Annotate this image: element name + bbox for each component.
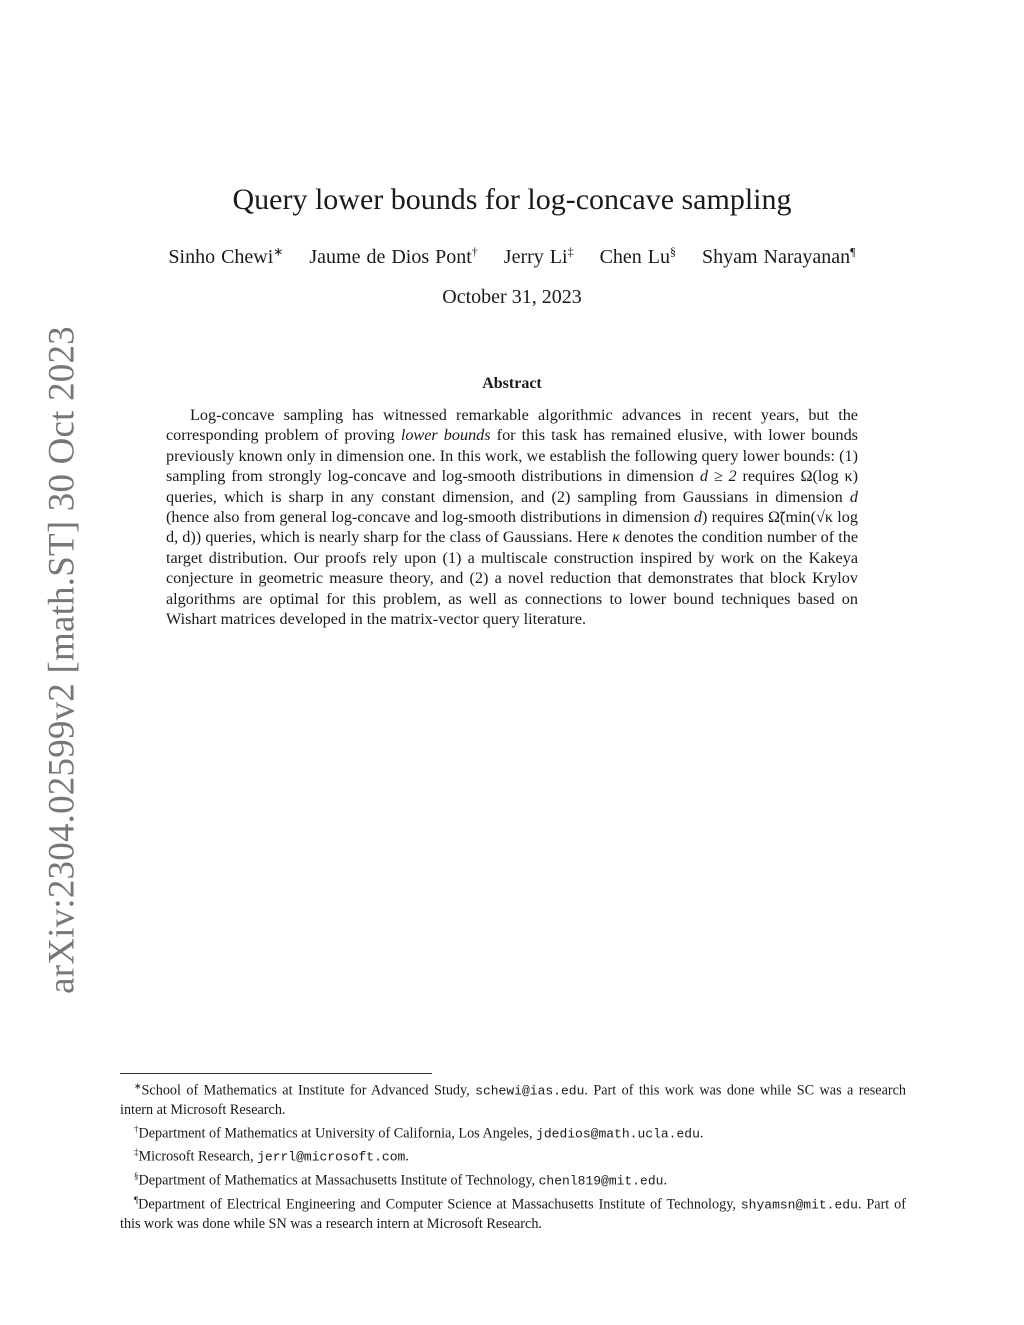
- footnote-1: [120, 1077, 906, 1120]
- author-name: Chen Lu: [599, 245, 670, 268]
- footnote-mark: §: [134, 1171, 139, 1182]
- author-3: [504, 246, 574, 268]
- footnote-text: Department of Electrical Engineering and Computer Science at Massachusetts Institute of Technology,: [138, 1196, 741, 1213]
- paper-date: October 31, 2023: [442, 286, 582, 308]
- footnote-3: [120, 1143, 906, 1167]
- abstract-text: requires: [736, 467, 801, 486]
- email-link[interactable]: schewi@ias.edu: [475, 1083, 585, 1099]
- author-name: Shyam Narayanan: [702, 245, 851, 268]
- footnote-mark[interactable]: ∗: [273, 244, 284, 258]
- footnote-text: .: [699, 1125, 704, 1142]
- footnote-text: Microsoft Research,: [138, 1149, 258, 1166]
- footnote-text: School of Mathematics at Institute for Advanced Study,: [141, 1082, 476, 1099]
- footnote-text: Department of Mathematics at University of California, Los Angeles,: [138, 1125, 537, 1142]
- footnote-text: .: [405, 1149, 409, 1166]
- footnote-mark[interactable]: †: [471, 244, 478, 258]
- abstract-text: for this task has remained elusive, with lower bounds previously known only in dimension one. In this work, we establish the following query lower bounds: (1) sampling from strongly log-concave and log-smooth distributions in dimension: [166, 426, 858, 486]
- author-name: Jerry Li: [503, 245, 568, 268]
- arxiv-side-stamp: arXiv:2304.02599v2 [math.ST] 30 Oct 2023: [41, 326, 83, 994]
- author-4: [600, 246, 676, 268]
- footnote-mark: ‡: [134, 1147, 139, 1158]
- footnote-mark: ¶: [134, 1194, 139, 1205]
- author-list: [0, 244, 1024, 269]
- footnote-divider: [120, 1073, 432, 1074]
- author-name: Jaume de Dios Pont: [309, 245, 472, 268]
- footnote-mark: †: [134, 1123, 139, 1134]
- footnote-text: .: [663, 1172, 667, 1189]
- footnote-5: [120, 1191, 906, 1234]
- math-inline: d ≥ 2: [699, 467, 737, 486]
- email-link[interactable]: chenl819@mit.edu: [538, 1173, 664, 1189]
- abstract-text: denotes the condition number of the target distribution. Our proofs rely upon (1) a multiscale construction inspired by work on the Kakeya conjecture in geometric measure theory, and (2) a novel reduction that demonstrates that block Krylov algorithms are optimal for this problem, as well as connections to lower bound techniques based on Wishart matrices developed in the matrix-vector query literature.: [166, 528, 859, 629]
- math-inline: κ: [612, 528, 621, 547]
- abstract-text: Log-concave sampling has witnessed remarkable algorithmic advances in recent years, but the corresponding problem of proving: [166, 406, 858, 445]
- abstract-heading: Abstract: [482, 375, 542, 392]
- abstract-text: ) requires: [702, 508, 769, 527]
- footnote-mark[interactable]: §: [670, 244, 676, 258]
- author-1: [168, 246, 283, 268]
- paper-title: Query lower bounds for log-concave sampling: [232, 183, 792, 216]
- abstract-text: (hence also from general log-concave and log-smooth distributions in dimension: [166, 508, 694, 527]
- footnote-text: . Part of this work was done while SC was a research intern at Microsoft Research.: [120, 1082, 906, 1118]
- math-inline: Ω̃(min(√κ log d, d)): [166, 508, 858, 547]
- math-inline: d: [693, 508, 703, 527]
- footnote-text: Department of Mathematics at Massachusetts Institute of Technology,: [138, 1172, 539, 1189]
- email-link[interactable]: shyamsn@mit.edu: [740, 1197, 858, 1213]
- math-inline: Ω(log κ): [800, 467, 858, 486]
- footnote-4: [120, 1167, 906, 1191]
- abstract-text: queries, which is nearly sharp for the class of Gaussians. Here: [201, 528, 613, 547]
- math-inline: d: [849, 487, 858, 506]
- footnote-mark[interactable]: ‡: [567, 244, 574, 258]
- author-2: [309, 246, 477, 268]
- footnote-mark[interactable]: ¶: [850, 244, 856, 258]
- abstract-body: [166, 405, 858, 629]
- footnote-2: [120, 1120, 906, 1144]
- footnote-text: . Part of this work was done while SN was a research intern at Microsoft Research.: [120, 1196, 906, 1232]
- author-5: [702, 246, 856, 268]
- email-link[interactable]: jerrl@microsoft.com: [257, 1150, 406, 1166]
- footnotes: [120, 1077, 906, 1234]
- footnote-mark: ∗: [134, 1081, 142, 1091]
- abstract-text: queries, which is sharp in any constant dimension, and (2) sampling from Gaussians in dimension: [166, 487, 850, 506]
- abstract-emphasis: lower bounds: [400, 426, 491, 445]
- email-link[interactable]: jdedios@math.ucla.edu: [536, 1126, 700, 1142]
- author-name: Sinho Chewi: [168, 245, 274, 268]
